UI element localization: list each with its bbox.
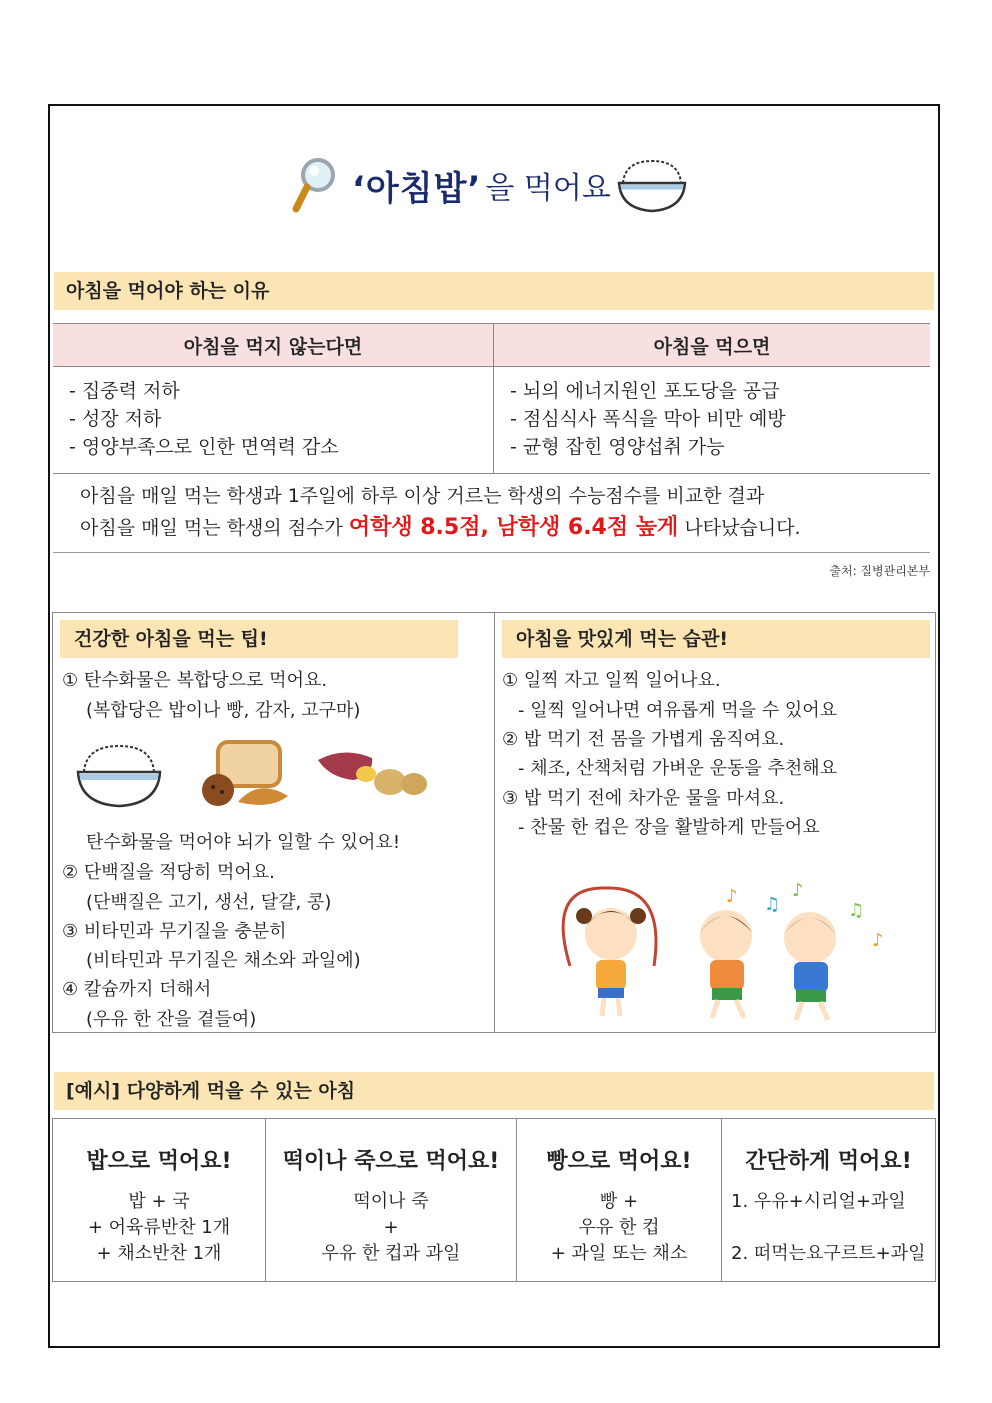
svg-text:♪: ♪ xyxy=(726,886,738,907)
page-title xyxy=(290,150,710,220)
title-main: ‘아침밥’ xyxy=(352,168,482,209)
reason-section-header: 아침을 먹어야 하는 이유 xyxy=(54,272,934,310)
tip-line: (우유 한 잔을 곁들여) xyxy=(86,1009,257,1030)
example-title: 간단하게 먹어요! xyxy=(745,1149,912,1174)
tip-line: ④ 칼슘까지 더해서 xyxy=(62,979,212,1000)
example-line: 떡이나 죽 xyxy=(353,1191,429,1212)
reason-col-left-header: 아침을 먹지 않는다면 xyxy=(53,324,494,367)
rice-bowl-icon xyxy=(615,155,689,215)
reason-col-right-header: 아침을 먹으면 xyxy=(494,324,931,367)
habit-line: ① 일찍 자고 일찍 일어나요. xyxy=(502,670,721,691)
example-line: 빵 + xyxy=(599,1191,639,1212)
summary-line-2 xyxy=(80,512,801,544)
habit-line: ② 밥 먹기 전 몸을 가볍게 움직여요. xyxy=(502,729,785,750)
svg-text:♫: ♫ xyxy=(764,894,781,915)
example-line: 1. 우유+시리얼+과일 xyxy=(731,1191,906,1212)
habits-header: 아침을 맛있게 먹는 습관! xyxy=(502,620,930,658)
habit-line: - 체조, 산책처럼 가벼운 운동을 추천해요 xyxy=(518,758,838,779)
example-line xyxy=(723,1215,934,1241)
example-line: 2. 떠먹는요구르트+과일 xyxy=(731,1243,926,1264)
list-item: - 성장 저하 xyxy=(69,408,162,430)
tips-header: 건강한 아침을 먹는 팁! xyxy=(60,620,458,658)
magnifier-icon xyxy=(290,155,340,215)
tip-line: (단백질은 고기, 생선, 달걀, 콩) xyxy=(86,892,332,913)
svg-text:♫: ♫ xyxy=(848,900,865,921)
example-simple xyxy=(722,1119,936,1282)
example-line: + xyxy=(383,1217,399,1238)
title-suffix: 을 먹어요 xyxy=(485,171,611,206)
list-item: - 점심식사 폭식을 막아 비만 예방 xyxy=(510,408,786,430)
habit-line: - 일찍 일어나면 여유롭게 먹을 수 있어요 xyxy=(518,700,838,721)
reason-right-cell xyxy=(494,367,931,474)
divider xyxy=(53,552,930,553)
example-rice xyxy=(53,1119,266,1282)
example-line: + 어육류반찬 1개 xyxy=(87,1217,231,1238)
bread-icon xyxy=(198,732,294,812)
kids-exercising-illustration xyxy=(536,876,900,1024)
example-bread xyxy=(517,1119,722,1282)
example-title: 빵으로 먹어요! xyxy=(546,1149,692,1174)
example-rice-cake xyxy=(266,1119,517,1282)
examples-header: [예시] 다양하게 먹을 수 있는 아침 xyxy=(54,1072,934,1110)
habit-line: - 찬물 한 컵은 장을 활발하게 만들어요 xyxy=(518,817,820,838)
source-note: 출처: 질병관리본부 xyxy=(829,564,930,578)
list-item: - 집중력 저하 xyxy=(69,380,180,402)
reason-left-cell xyxy=(53,367,494,474)
summary-line-2-pre: 아침을 매일 먹는 학생의 점수가 xyxy=(80,517,349,539)
reason-table xyxy=(53,323,930,474)
examples-table xyxy=(52,1118,936,1282)
svg-text:♪: ♪ xyxy=(792,880,804,901)
example-line: 우유 한 컵 xyxy=(578,1217,660,1238)
example-line: + 채소반찬 1개 xyxy=(96,1243,222,1264)
summary-text xyxy=(80,480,801,544)
tip-line: (비타민과 무기질은 채소와 과일에) xyxy=(86,950,361,971)
example-line: 우유 한 컵과 과일 xyxy=(321,1243,461,1264)
sweet-potato-icon xyxy=(314,744,432,804)
tip-line: ③ 비타민과 무기질을 충분히 xyxy=(62,921,287,942)
tip-line: ① 탄수화물은 복합당으로 먹어요. xyxy=(62,670,328,691)
divider xyxy=(494,613,495,1032)
list-item: - 균형 잡힌 영양섭취 가능 xyxy=(510,436,725,458)
tip-line: 탄수화물을 먹어야 뇌가 일할 수 있어요! xyxy=(86,832,401,853)
rice-bowl-icon xyxy=(74,740,164,810)
tip-line: (복합당은 밥이나 빵, 감자, 고구마) xyxy=(86,700,361,721)
example-line: 밥 + 국 xyxy=(128,1191,190,1212)
habit-line: ③ 밥 먹기 전에 차가운 물을 마셔요. xyxy=(502,788,785,809)
example-title: 밥으로 먹어요! xyxy=(86,1149,232,1174)
summary-line-1: 아침을 매일 먹는 학생과 1주일에 하루 이상 거르는 학생의 수능점수를 비교한 결과 xyxy=(80,485,765,507)
example-line: + 과일 또는 채소 xyxy=(550,1243,688,1264)
example-title: 떡이나 죽으로 먹어요! xyxy=(282,1149,500,1174)
svg-text:♪: ♪ xyxy=(872,930,884,951)
summary-highlight: 여학생 8.5점, 남학생 6.4점 높게 xyxy=(348,515,679,540)
list-item: - 영양부족으로 인한 면역력 감소 xyxy=(69,436,339,458)
list-item: - 뇌의 에너지원인 포도당을 공급 xyxy=(510,380,780,402)
tip-line: ② 단백질을 적당히 먹어요. xyxy=(62,862,275,883)
summary-line-2-post: 나타났습니다. xyxy=(678,517,801,539)
